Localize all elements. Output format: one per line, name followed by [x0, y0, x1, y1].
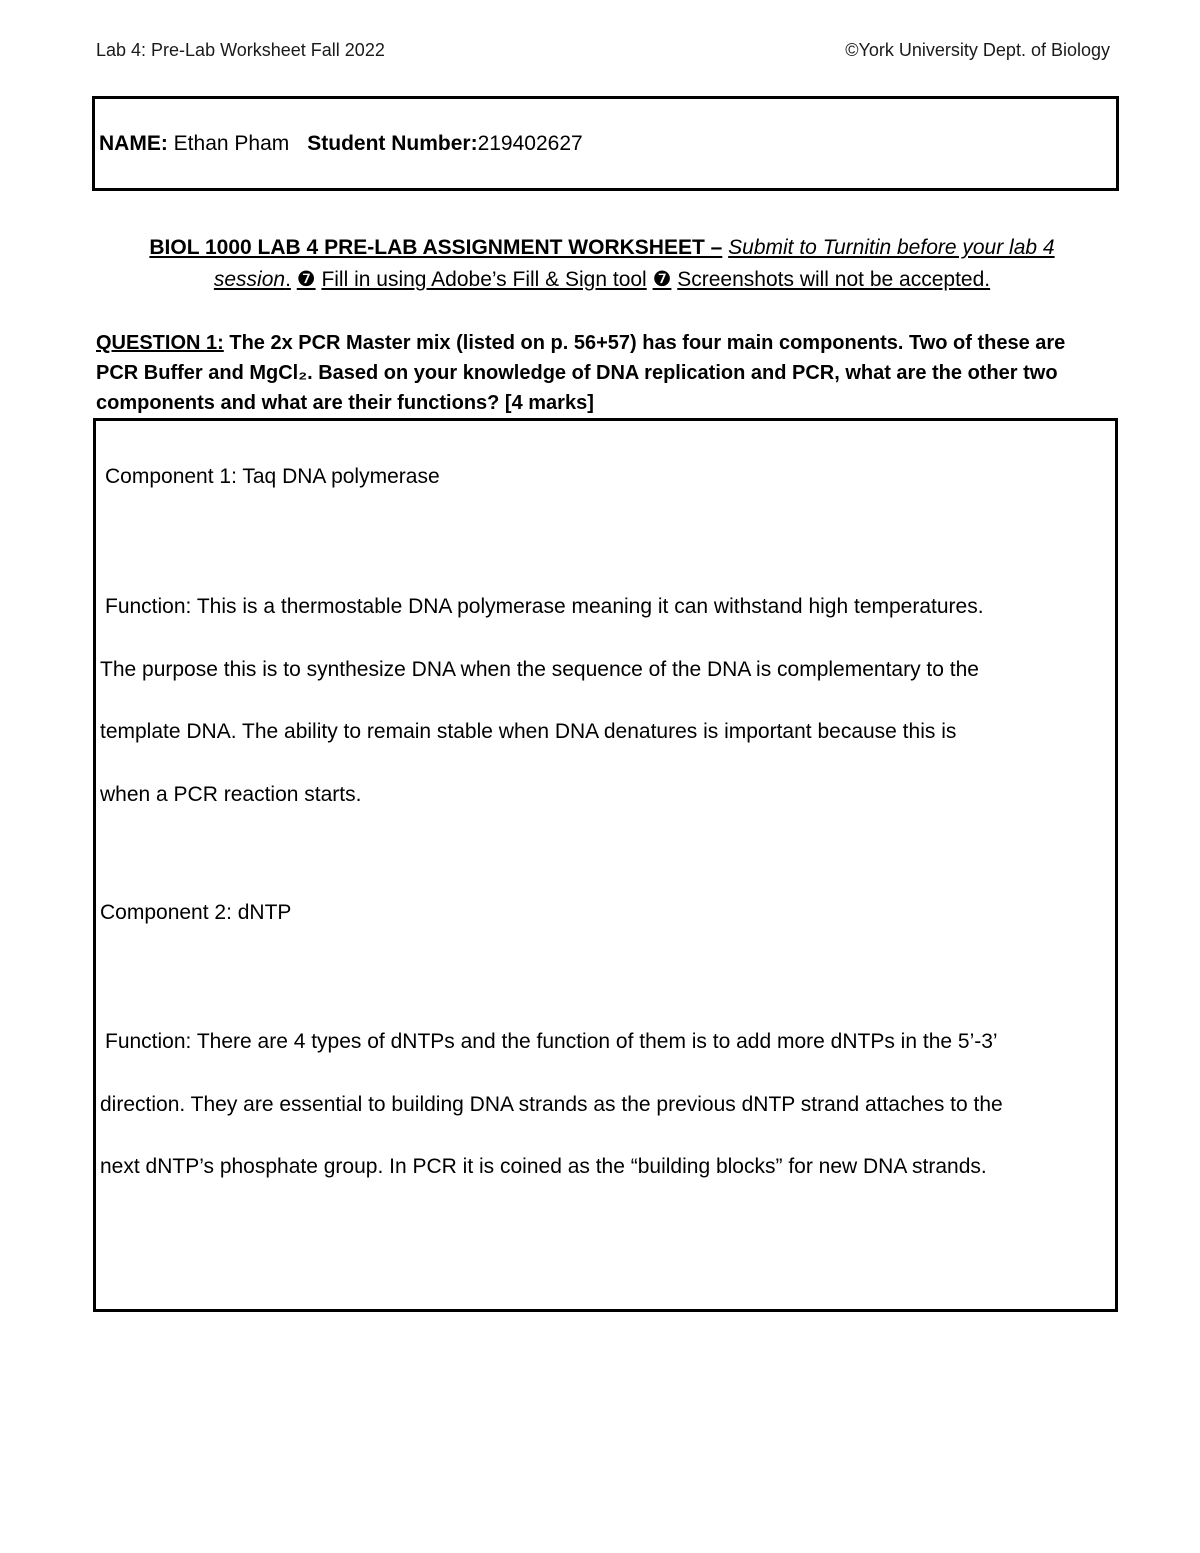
question-1 [96, 328, 1106, 418]
bullet-icon: ❼ [296, 268, 316, 291]
function-2-line-3[interactable]: next dNTP’s phosphate group. In PCR it is coined as the “building blocks” for new DNA strands. [100, 1155, 987, 1178]
title-line-2 [96, 264, 1108, 296]
function-1-line-3[interactable]: template DNA. The ability to remain stable when DNA denatures is important because this is [100, 720, 957, 743]
page-header-right: ©York University Dept. of Biology [845, 40, 1110, 60]
function-2-line-1[interactable]: Function: There are 4 types of dNTPs and the function of them is to add more dNTPs in the 5’-3’ [105, 1030, 998, 1053]
answer-box[interactable] [93, 418, 1118, 1312]
title-heading: BIOL 1000 LAB 4 PRE-LAB ASSIGNMENT WORKSHEET – [149, 236, 723, 259]
component-1[interactable]: Component 1: Taq DNA polymerase [105, 465, 440, 488]
question-1-label: QUESTION 1: [96, 332, 224, 354]
fill-sign-instruction: Fill in using Adobe’s Fill & Sign tool [321, 268, 647, 291]
function-1-line-4[interactable]: when a PCR reaction starts. [100, 783, 362, 806]
student-number-field[interactable]: 219402627 [477, 132, 583, 155]
student-info-line [99, 132, 583, 156]
title-session-word: session [213, 268, 286, 291]
title-period: . [285, 268, 291, 291]
title-submit-note: Submit to Turnitin before your lab 4 [728, 236, 1055, 259]
function-1-line-1[interactable]: Function: This is a thermostable DNA polymerase meaning it can withstand high temperatures. [105, 595, 984, 618]
page-header-left: Lab 4: Pre-Lab Worksheet Fall 2022 [96, 40, 385, 60]
question-1-line-2: PCR Buffer and MgCl₂. Based on your knowledge of DNA replication and PCR, what are the other two [96, 362, 1058, 384]
component-2[interactable]: Component 2: dNTP [100, 901, 292, 924]
title-line-1 [96, 232, 1108, 264]
screenshot-warning: Screenshots will not be accepted. [677, 268, 991, 291]
name-label: NAME: [99, 132, 168, 155]
bullet-icon: ❼ [652, 268, 672, 291]
function-1-line-2[interactable]: The purpose this is to synthesize DNA when the sequence of the DNA is complementary to the [100, 658, 979, 681]
function-2-line-2[interactable]: direction. They are essential to building DNA strands as the previous dNTP strand attaches to the [100, 1093, 1003, 1116]
worksheet-title [96, 232, 1108, 296]
name-field[interactable]: Ethan Pham [173, 132, 290, 155]
student-info-box [92, 96, 1119, 191]
question-1-text-1: The 2x PCR Master mix (listed on p. 56+57) has four main components. Two of these are [229, 332, 1066, 354]
question-1-line-3: components and what are their functions? [4 marks] [96, 392, 594, 414]
student-number-label: Student Number: [307, 132, 478, 155]
question-1-line-1 [96, 328, 1106, 358]
